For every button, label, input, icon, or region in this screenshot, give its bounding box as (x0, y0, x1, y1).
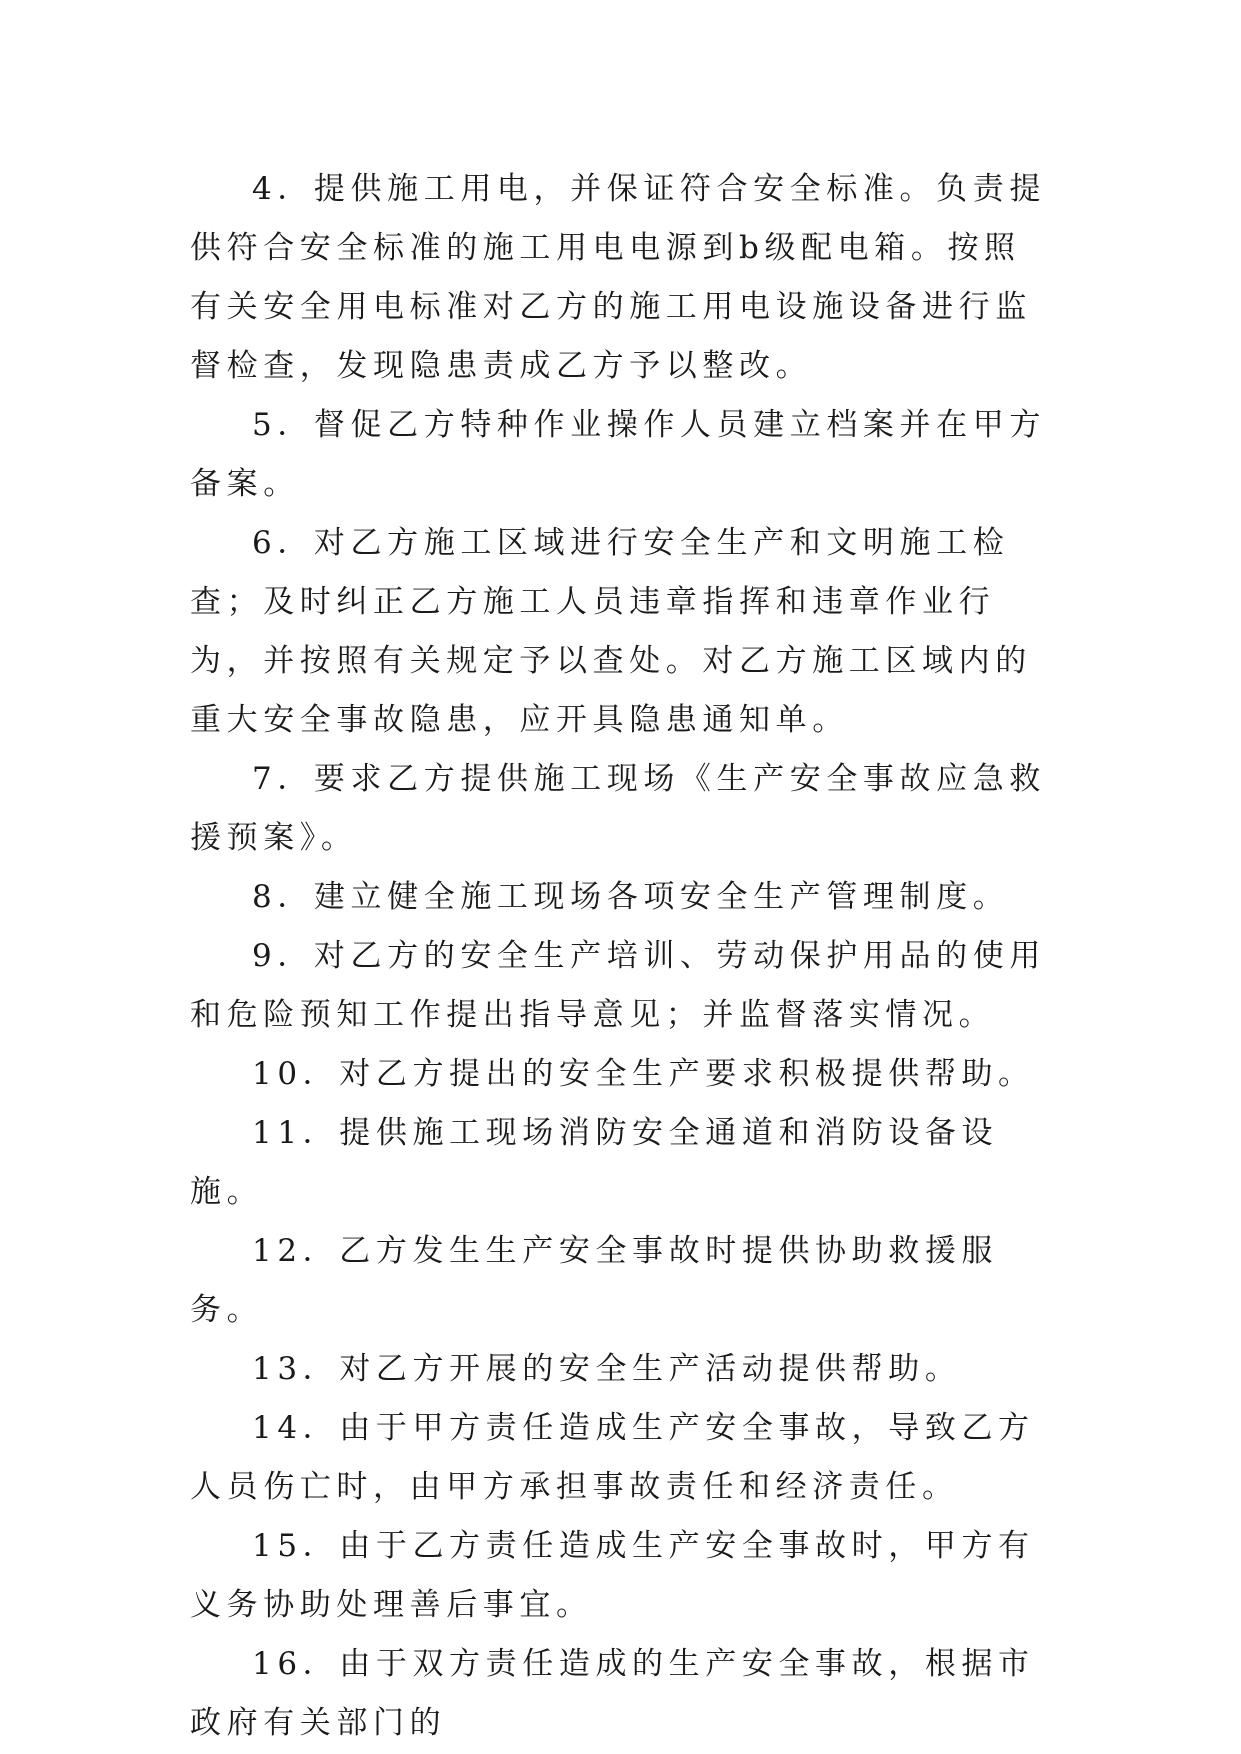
paragraph-item-15: 15．由于乙方责任造成生产安全事故时，甲方有义务协助处理善后事宜。 (190, 1528, 1035, 1623)
paragraph-item-10: 10．对乙方提出的安全生产要求积极提供帮助。 (252, 1056, 1035, 1092)
paragraph-item-12: 12．乙方发生生产安全事故时提供协助救援服务。 (190, 1233, 999, 1328)
document-body (190, 160, 1056, 1753)
paragraph-item-9: 9．对乙方的安全生产培训、劳动保护用品的使用和危险预知工作提出指导意见；并监督落实情况。 (190, 938, 1046, 1033)
paragraph-item-4: 4．提供施工用电，并保证符合安全标准。负责提供符合安全标准的施工用电电源到b级配电箱。按照有关安全用电标准对乙方的施工用电设施设备进行监督检查，发现隐患责成乙方予以整改。 (190, 171, 1046, 384)
paragraph-item-8: 8．建立健全施工现场各项安全生产管理制度。 (252, 879, 1010, 915)
paragraph-item-7: 7．要求乙方提供施工现场《生产安全事故应急救援预案》。 (190, 761, 1046, 856)
paragraph-item-14: 14．由于甲方责任造成生产安全事故，导致乙方人员伤亡时，由甲方承担事故责任和经济责任。 (190, 1410, 1035, 1505)
paragraph-item-13: 13．对乙方开展的安全生产活动提供帮助。 (252, 1351, 962, 1387)
paragraph-item-6: 6．对乙方施工区域进行安全生产和文明施工检查；及时纠正乙方施工人员违章指挥和违章作业行为，并按照有关规定予以查处。对乙方施工区域内的重大安全事故隐患，应开具隐患通知单。 (190, 525, 1032, 738)
paragraph-item-5: 5．督促乙方特种作业操作人员建立档案并在甲方备案。 (190, 407, 1046, 502)
paragraph-item-16: 16．由于双方责任造成的生产安全事故，根据市政府有关部门的 (190, 1646, 1035, 1741)
paragraph-item-11: 11．提供施工现场消防安全通道和消防设备设施。 (190, 1115, 999, 1210)
